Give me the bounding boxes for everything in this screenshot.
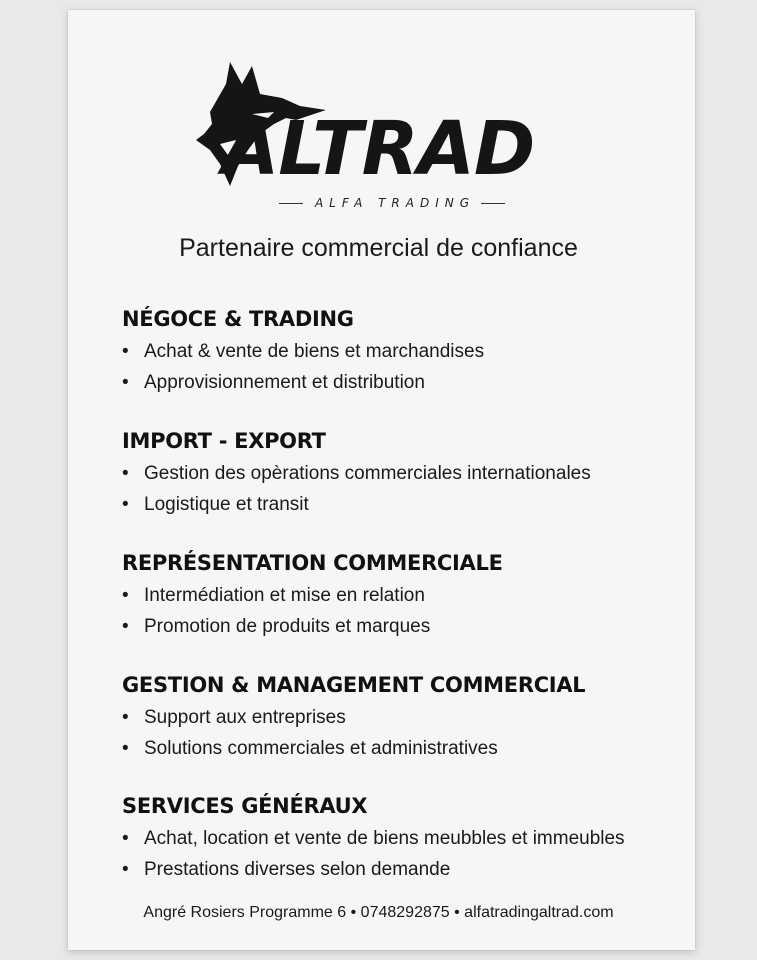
section-gestion bbox=[122, 672, 702, 764]
section-services bbox=[122, 793, 702, 885]
section-title: IMPORT - EXPORT bbox=[122, 429, 326, 453]
divider bbox=[481, 203, 505, 204]
separator: • bbox=[454, 904, 460, 921]
section-import-export bbox=[122, 428, 702, 520]
separator: • bbox=[350, 904, 357, 921]
section-title: GESTION & MANAGEMENT COMMERCIAL bbox=[122, 673, 586, 697]
brand-subtitle: ALFA TRADING bbox=[314, 196, 476, 210]
footer-contact bbox=[0, 904, 757, 922]
footer-phone: 0748292875 bbox=[360, 904, 450, 921]
footer-address: Angré Rosiers Programme 6 bbox=[143, 904, 347, 921]
section-representation bbox=[122, 550, 702, 642]
section-title: SERVICES GÉNÉRAUX bbox=[122, 794, 368, 818]
list-item: • Approvisionnement et distribution bbox=[122, 372, 425, 393]
list-item: • Gestion des opèrations commerciales internationales bbox=[122, 463, 591, 484]
section-negoce bbox=[122, 306, 702, 398]
section-title: NÉGOCE & TRADING bbox=[122, 307, 354, 331]
list-item: • Support aux entreprises bbox=[122, 707, 346, 728]
list-item: • Achat, location et vente de biens meubbles et immeubles bbox=[122, 828, 625, 849]
list-item: • Logistique et transit bbox=[122, 494, 309, 515]
divider bbox=[279, 203, 303, 204]
footer-website: alfatradingaltrad.com bbox=[464, 904, 614, 921]
section-title: REPRÉSENTATION COMMERCIALE bbox=[122, 551, 503, 575]
list-item: • Solutions commerciales et administratives bbox=[122, 738, 498, 759]
list-item: • Achat & vente de biens et marchandises bbox=[122, 341, 485, 362]
brand-name: ALTRAD bbox=[222, 106, 535, 192]
list-item: • Intermédiation et mise en relation bbox=[122, 585, 425, 606]
brand-subtitle-line bbox=[262, 194, 522, 212]
list-item: • Promotion de produits et marques bbox=[122, 616, 431, 637]
list-item: • Prestations diverses selon demande bbox=[122, 859, 451, 880]
tagline: Partenaire commercial de confiance bbox=[179, 234, 578, 262]
